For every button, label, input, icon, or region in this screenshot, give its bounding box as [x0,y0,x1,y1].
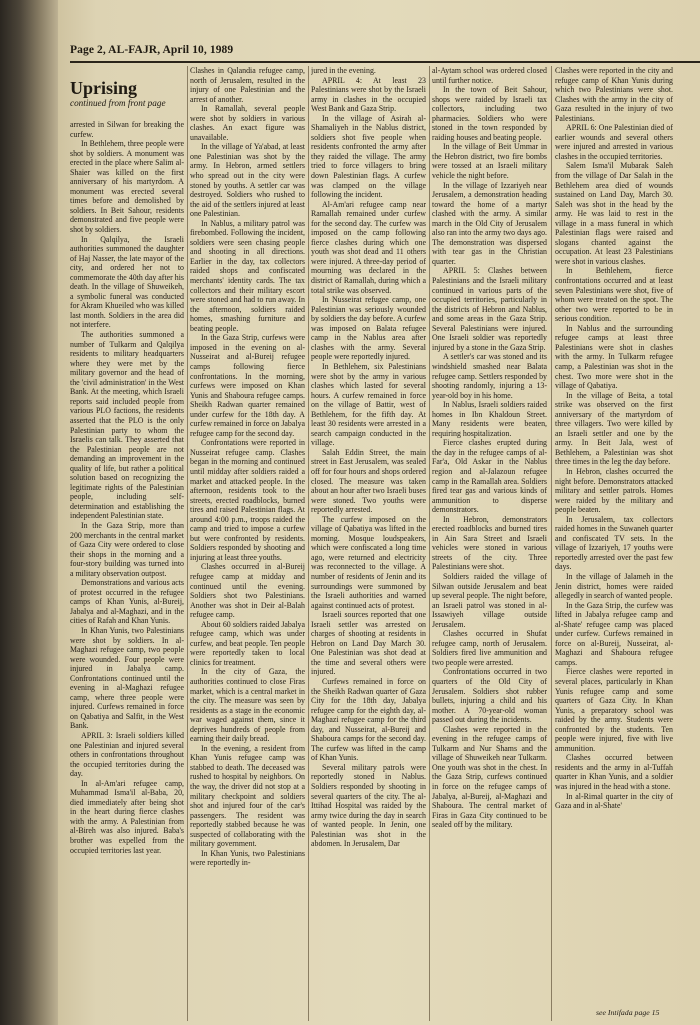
paragraph: In the village of Asirah al-Shamaliyeh in the Nablus district, soldiers shot five people when residents confronted the army after they raided the village. The army tried to force villagers to bring down Palestinian flags. A curfew was clamped on the village following the incident. [311,113,426,200]
paragraph: In Jerusalem, tax collectors raided homes in the Suwaneh quarter and confiscated TV sets. In the village of Izzariyeh, 17 youths were reportedly arrested over the past few days. [555,514,673,572]
book-binding [0,0,58,1025]
column-2 [190,66,305,1021]
paragraph: About 60 soldiers raided Jabalya refugee camp, which was under curfew, and beat people. Ten people were reportedly taken to local clinics for treatment. [190,619,305,667]
paragraph: In Bethlehem, six Palestinians were shot by the army in various clashes which lasted for several hours. A curfew remained in force on the village of Battir, west of Bethlehem, for the fifth day. At least 30 residents were arrested in a search campaign conducted in the village. [311,361,426,448]
paragraph: Salah Eddin Street, the main street in East Jerusalem, was sealed off for four hours and shops ordered closed. The measure was taken about an hour after two Israeli buses were stoned. Two youths were reportedly arrested. [311,447,426,515]
paragraph: Israeli sources reported that one Israeli settler was arrested on charges of shooting at residents in Hebron on Land Day March 30. One Palestinian was shot dead at the time and several others were injured. [311,610,426,677]
article-subhead: continued from front page [70,98,166,108]
paragraph: In Nusseirat refugee camp, one Palestinian was seriously wounded by soldiers the day before. A curfew was imposed on Balata refugee camp in the Nablus area after clashes with the army. Several people were reportedly injured. [311,295,426,362]
column-3 [311,66,426,1021]
paragraph: In al-Am'ari refugee camp, Muhammad Isma'il al-Baba, 20, died immediately after being shot in the heart during fierce clashes with the army. A Palestinian from al-Bireh was also injured. Baba's brother was expelled from the occupied territories last year. [70,778,184,855]
paragraph: In the town of Beit Sahour, shops were raided by Israeli tax collectors, including two pharmacies. Soldiers who were stoned in the town responded by raiding houses and beating people. [432,85,547,142]
paragraph: Clashes in Qalandia refugee camp, north of Jerusalem, resulted in the injury of one Palestinian and the arrest of another. [190,66,305,104]
paragraph: The authorities summoned a number of Tulkarm and Qalqilya residents to military headquarters where they were met by the military governor and the head of the 'civil administration' in the West Bank. At the meeting, which Israeli reports said included people from various PLO factions, the residents asserted that the PLO is the only Palestinian party to whom the Israelis can talk. They asserted that the Palestinian people are not demanding an improvement in the quality of life, but rather a political solution based on recognizing the legitimate rights of the Palestinian people, including self-determination and establishing the independent Palestinian state. [70,330,184,521]
paragraph: In Nablus, a military patrol was firebombed. Following the incident, soldiers were seen chasing people and shooting in all directions. Earlier in the day, tax collectors raided shops and confiscated merchants' identity cards. The tax collectors and their military escort were stoned and had to run away. In the afternoon, soldiers raided homes, smashing furniture and beating people. [190,218,305,333]
paragraph: al-Aytam school was ordered closed until further notice. [432,66,547,85]
paragraph: APRIL 3: Israeli soldiers killed one Palestinian and injured several others in confrontations throughout the occupied territories during the day. [70,731,184,779]
paragraph: In Nablus and the surrounding refugee camps at least three Palestinians were shot in clashes with the army. In Tulkarm refugee camp, a Palestinian was shot in the chest. Two more were shot in the village of Qabatiya. [555,323,673,391]
column-5 [555,66,673,1021]
paragraph: Clashes occurred in al-Bureij refugee camp at midday and continued until the evening. Soldiers shot two Palestinians. Another was shot in Deir al-Balah refugee camp. [190,562,305,620]
paragraph: In the village of Jalameh in the Jenin district, homes were raided allegedly in search of wanted people. [555,571,673,601]
paragraph: In Ramallah, several people were shot by soldiers in various clashes. An exact figure was unavailable. [190,104,305,142]
paragraph: arrested in Silwan for breaking the curfew. [70,120,184,139]
paragraph: In Hebron, clashes occurred the night before. Demonstrators attacked military and settler patrols. Homes were raided by the military and people beaten. [555,466,673,515]
paragraph: In the village of Beit Ummar in the Hebron district, two fire bombs were tossed at an Israeli military vehicle the night before. [432,142,547,181]
paragraph: The curfew imposed on the village of Qabatiya was lifted in the morning. Mosque loudspeakers, which were confiscated a long time ago, were returned and electricity was reconnected to the village. A number of residents of Jenin and its surroundings were summoned by the Israeli authorities and warned against continued acts of protest. [311,514,426,610]
column-1 [70,120,184,1020]
paragraph: APRIL 6: One Palestinian died of earlier wounds and several others were injured and arrested in various clashes in the occupied territories. [555,123,673,161]
paragraph: In the Gaza Strip, more than 200 merchants in the central market of Gaza City were ordered to close their shops in the morning and a four-story building was turned into a military observation outpost. [70,520,184,578]
paragraph: Confrontations were reported in Nusseirat refugee camp. Clashes began in the morning and continued until midday after soldiers raided a market and attacked people. In the afternoon, residents took to the streets, erected roadblocks, burned tires and raised Palestinian flags. At around 4:00 p.m., troops raided the camp and tried to impose a curfew but were confronted by residents. Soldiers responded by shooting and injuring at least three youths. [190,438,305,562]
column-divider [308,66,309,1021]
paragraph: APRIL 5: Clashes between Palestinians and the Israeli military continued in various parts of the occupied territories, particularly in the districts of Hebron and Nablus, and some areas in the Gaza Strip. Several Palestinians were injured. One Israeli soldier was reportedly injured by a stone in the Gaza Strip. [432,266,547,352]
paragraph: Several military patrols were reportedly stoned in Nablus. Soldiers responded by shooting in several quarters of the city. The al-Ittihad Hospital was raided by the army twice during the day in search of wanted people. In Jenin, one Palestinian was shot in the abdomen. In Jerusalem, Dar [311,762,426,849]
paragraph: Fierce clashes erupted during the day in the refugee camps of al-Far'a, Old Askar in the Nablus region and al-Jalazoun refugee camp in the Ramallah area. Soldiers fired tear gas and various kinds of ammunition to disperse demonstrators. [432,438,547,515]
header-rule [70,61,700,63]
paragraph: In the village of Izzariyeh near Jerusalem, a demonstration heading toward the home of a martyr clashed with the army. A similar march in the Old City of Jerusalem also ran into the army two days ago. The demonstration was dispersed with tear gas in the Christian quarter. [432,180,547,266]
paragraph: Fierce clashes were reported in several places, particularly in Khan Yunis refugee camp and some quarters of Gaza City. In Khan Yunis, a preparatory school was raided by the army. Students were confronted by the students. Ten people were injured, five with live ammunition. [555,667,673,753]
paragraph: In the village of Beita, a total strike was observed on the first anniversary of the martyrdom of three villagers. Two were killed by an Israeli settler and one by the army. In Beit Jala, west of Bethlehem, a Palestinian was shot three times in the leg the day before. [555,390,673,467]
column-divider [551,66,552,1021]
paragraph: Demonstrations and various acts of protest occurred in the refugee camps of Khan Yunis, al-Bureij, Jabalya and al-Maghazi, and in the cities of Rafah and Khan Yunis. [70,578,184,626]
column-divider [187,66,188,1021]
paragraph: jured in the evening. [311,66,376,75]
paragraph: Confrontations occurred in two quarters of the Old City of Jerusalem. Soldiers shot rubber bullets, injuring a child and his mother. A 70-year-old woman passed out during the incidents. [432,667,547,725]
paragraph: Al-Am'ari refugee camp near Ramallah remained under curfew for the second day. The curfew was imposed on the camp following fierce clashes during which one youth was shot dead and 11 others were injured. A three-day period of mourning was declared in the district of Ramallah, during which a total strike was observed. [311,199,426,295]
paragraph: Soldiers raided the village of Silwan outside Jerusalem and beat up several people. The night before, an Israeli patrol was stoned in al-Issawiyeh village outside Jerusalem. [432,571,547,629]
paragraph: In Qalqilya, the Israeli authorities summoned the daughter of Haj Nasser, the late mayor of the city, and ordered her not to commemorate the 40th day after his death. In the village of Shuweikeh, a symbolic funeral was conducted for Akram Khueiled who was killed last month. Soldiers in the area did not interfere. [70,234,184,330]
paragraph: Clashes occurred in Shufat refugee camp, north of Jerusalem. Soldiers fired live ammunition and two people were arrested. [432,629,547,667]
paragraph: In the village of Ya'abad, at least one Palestinian was shot by the army. In Hebron, armed settlers who spread out in the city were stoned by youths. A settler car was destroyed. Soldiers who rushed to the aid of the settlers injured at least one Palestinian. [190,142,305,219]
paragraph: Salem Isma'il Mubarak Saleh from the village of Dar Salah in the Bethlehem area died of wounds sustained on Land Day, March 30. Saleh was shot in the head by the army. He was laid to rest in the village in a mass funeral in which Palestinian flags were raised and slogans chanted against the occupation. At least 23 Palestinians were shot in various clashes. [555,161,673,266]
paragraph: In the evening, a resident from Khan Yunis refugee camp was stabbed to death. The deceased was rushed to hospital by neighbors. On the way, the driver did not stop at a military checkpoint and soldiers shot and injured four of the car's passengers. The resident was reportedly stabbed because he was suspected of collaborating with the military government. [190,743,305,849]
paragraph: In the Gaza Strip, curfews were imposed in the evening on al-Nusseirat and al-Bureij refugee camps following fierce confrontations. In the morning, curfews were imposed on Khan Yunis and Shaboura refugee camps. Sheikh Radwan quarter remained under curfew for the 18th day. A curfew remained in force on Jabalya refugee camp for the second day. [190,333,305,438]
paragraph: In Khan Yunis, two Palestinians were shot by soldiers. In al-Maghazi refugee camp, two people were wounded. Four people were injured in Jabalya camp. Confrontations continued until the evening in al-Maghazi refugee camp, where three people were injured. Curfews remained in force on Qabatiya and Salfit, in the West Bank. [70,625,184,731]
continuation-note: see Intifada page 15 [596,1008,660,1017]
paragraph: In Bethlehem, fierce confrontations occurred and at least seven Palestinians were shot, five of whom were treated on the spot. The other two were reported to be in serious condition. [555,266,673,324]
paragraph: Clashes were reported in the city and refugee camp of Khan Yunis during which two Palestinians were shot. Clashes with the army in the city of Gaza resulted in the injury of two Palestinians. [555,66,673,123]
article-headline: Uprising [70,78,138,98]
column-divider [429,66,430,1021]
paragraph: In Khan Yunis, two Palestinians were reportedly in- [190,848,305,868]
paragraph: In Nablus, Israeli soldiers raided homes in Ibn Khaldoun Street. Many residents were beaten, requiring hospitalization. [432,400,547,438]
paragraph: In Hebron, demonstrators erected roadblocks and burned tires in Ain Sara Street and Israeli vehicles were stoned in various streets of the city. Three Palestinians were shot. [432,514,547,572]
paragraph: In Bethlehem, three people were shot by soldiers. A monument was erected in the place where Salim al-Shaier was killed on the first anniversary of his martyrdom. A monument was erected several times before and demolished by soldiers. In Beit Sahour, residents demonstrated and five people were shot by soldiers. [70,139,184,235]
paragraph: APRIL 4: At least 23 Palestinians were shot by the Israeli army in clashes in the occupied West Bank and Gaza Strip. [311,75,426,114]
paragraph: In the Gaza Strip, the curfew was lifted in Jabalya refugee camp and al-Shate' refugee camp was placed under curfew. Curfews remained in force on al-Bureij, Nusseirat, al-Maghazi and Shaboura refugee camps. [555,600,673,667]
page-header: Page 2, AL-FAJR, April 10, 1989 [70,44,234,56]
paragraph: Clashes were reported in the evening in the refugee camps of Tulkarm and Nur Shams and the village of Shuweikeh near Tulkarm. One youth was shot in the chest. In the Gaza Strip, curfews continued in force on the refugee camps of Jabalya, al-Bureij, al-Maghazi and Shaboura. The central market of Firas in Gaza City continued to be sealed off by the military. [432,724,547,830]
paragraph: In the city of Gaza, the authorities continued to close Firas market, which is a central market in the city. The measure was seen by residents as a stage in the economic war waged against them, since it deprives hundreds of people from earning their daily bread. [190,667,305,744]
paragraph: Curfews remained in force on the Sheikh Radwan quarter of Gaza City for the 18th day, Jabalya refugee camp for the eighth day, al-Maghazi refugee camp for the third day, and Nusseirat, al-Bureij and Shaboura camps for the second day. The curfew was lifted in the camp of Khan Yunis. [311,677,426,763]
paragraph: Clashes occurred between residents and the army in al-Tuffah quarter in Khan Yunis, and a soldier was injured in the head with a stone. [555,753,673,792]
paragraph: In al-Rimal quarter in the city of Gaza and in al-Shate' [555,791,673,811]
column-4 [432,66,547,1021]
paragraph: A settler's car was stoned and its windshield smashed near Balata refugee camp. Settlers responded by shooting randomly, injuring a 13-year-old boy in his home. [432,352,547,400]
